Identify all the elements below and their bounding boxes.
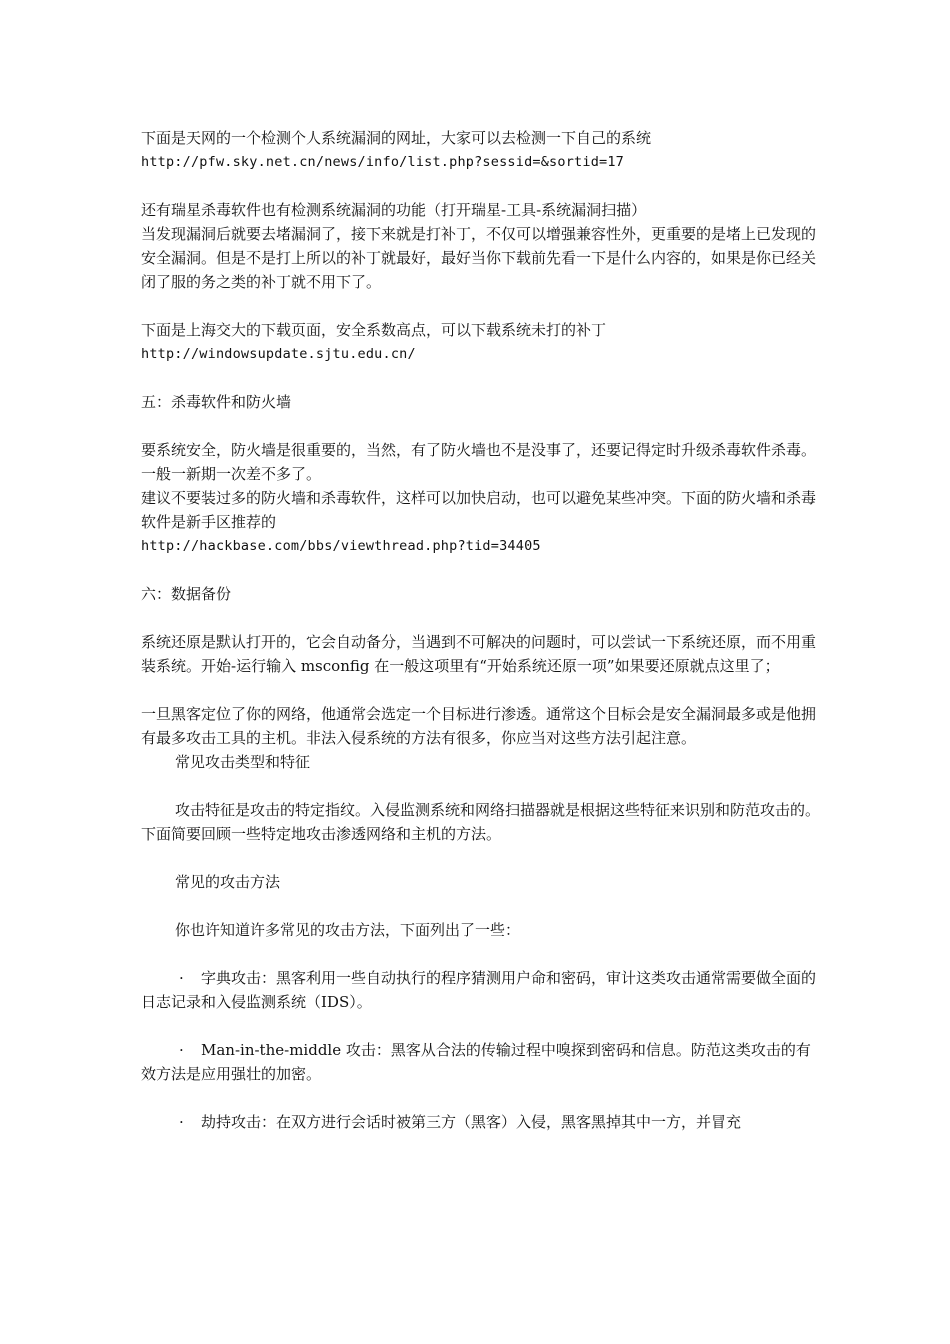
spacer	[141, 1086, 821, 1110]
list-item	[141, 1038, 821, 1086]
section-heading: 六：数据备份	[141, 585, 232, 603]
paragraph: 当发现漏洞后就要去堵漏洞了，接下来就是打补丁，不仅可以增强兼容性外，更重要的是堵上已发现的安全漏洞。但是不是打上所以的补丁就最好，最好当你下载前先看一下是什么内容的，如果是你已经关闭了服的务之类的补丁就不用下了。	[141, 225, 817, 291]
list-item	[141, 966, 821, 1014]
document-page	[141, 126, 821, 1134]
list-item-text: Man-in-the-middle 攻击：黑客从合法的传输过程中嗅探到密码和信息。防范这类攻击的有效方法是应用强壮的加密。	[141, 1041, 811, 1083]
list-item-text: 劫持攻击：在双方进行会话时被第三方（黑客）入侵，黑客黑掉其中一方，并冒充	[201, 1113, 742, 1131]
bullet-icon: ·	[179, 969, 184, 987]
spacer	[141, 942, 821, 966]
spacer	[141, 558, 821, 582]
paragraph: 攻击特征是攻击的特定指纹。入侵监测系统和网络扫描器就是根据这些特征来识别和防范攻击的。下面简要回顾一些特定地攻击渗透网络和主机的方法。	[141, 801, 821, 843]
spacer	[141, 678, 821, 702]
paragraph: 你也许知道许多常见的攻击方法，下面列出了一些：	[175, 921, 521, 939]
paragraph: 还有瑞星杀毒软件也有检测系统漏洞的功能（打开瑞星-工具-系统漏洞扫描）	[141, 201, 647, 219]
subheading: 常见攻击类型和特征	[175, 753, 311, 771]
paragraph: 一旦黑客定位了你的网络，他通常会选定一个目标进行渗透。通常这个目标会是安全漏洞最多或是他拥有最多攻击工具的主机。非法入侵系统的方法有很多，你应当对这些方法引起注意。	[141, 705, 817, 747]
paragraph: 要系统安全，防火墙是很重要的，当然，有了防火墙也不是没事了，还要记得定时升级杀毒软件杀毒。一般一新期一次差不多了。	[141, 441, 817, 483]
spacer	[141, 174, 821, 198]
spacer	[141, 294, 821, 318]
spacer	[141, 414, 821, 438]
paragraph: 系统还原是默认打开的，它会自动备分，当遇到不可解决的问题时，可以尝试一下系统还原，而不用重装系统。开始-运行输入 msconfig 在一般这项里有“开始系统还原一项”如果要还原就点这里了；	[141, 633, 817, 675]
spacer	[141, 894, 821, 918]
url-link[interactable]: http://pfw.sky.net.cn/news/info/list.php?sessid=&sortid=17	[141, 154, 625, 170]
spacer	[141, 366, 821, 390]
list-item-text: 字典攻击：黑客利用一些自动执行的程序猜测用户命和密码，审计这类攻击通常需要做全面的日志记录和入侵监测系统（IDS）。	[141, 969, 817, 1011]
spacer	[141, 774, 821, 798]
spacer	[141, 1014, 821, 1038]
spacer	[141, 606, 821, 630]
spacer	[141, 846, 821, 870]
url-link[interactable]: http://windowsupdate.sjtu.edu.cn/	[141, 346, 416, 362]
subheading: 常见的攻击方法	[175, 873, 281, 891]
list-item	[141, 1110, 821, 1134]
section-heading: 五：杀毒软件和防火墙	[141, 393, 292, 411]
paragraph: 建议不要装过多的防火墙和杀毒软件，这样可以加快启动，也可以避免某些冲突。下面的防火墙和杀毒软件是新手区推荐的	[141, 489, 817, 531]
paragraph: 下面是天网的一个检测个人系统漏洞的网址，大家可以去检测一下自己的系统	[141, 129, 652, 147]
url-link[interactable]: http://hackbase.com/bbs/viewthread.php?tid=34405	[141, 538, 541, 554]
bullet-icon: ·	[179, 1041, 184, 1059]
bullet-icon: ·	[179, 1113, 184, 1131]
paragraph: 下面是上海交大的下载页面，安全系数高点，可以下载系统未打的补丁	[141, 321, 607, 339]
